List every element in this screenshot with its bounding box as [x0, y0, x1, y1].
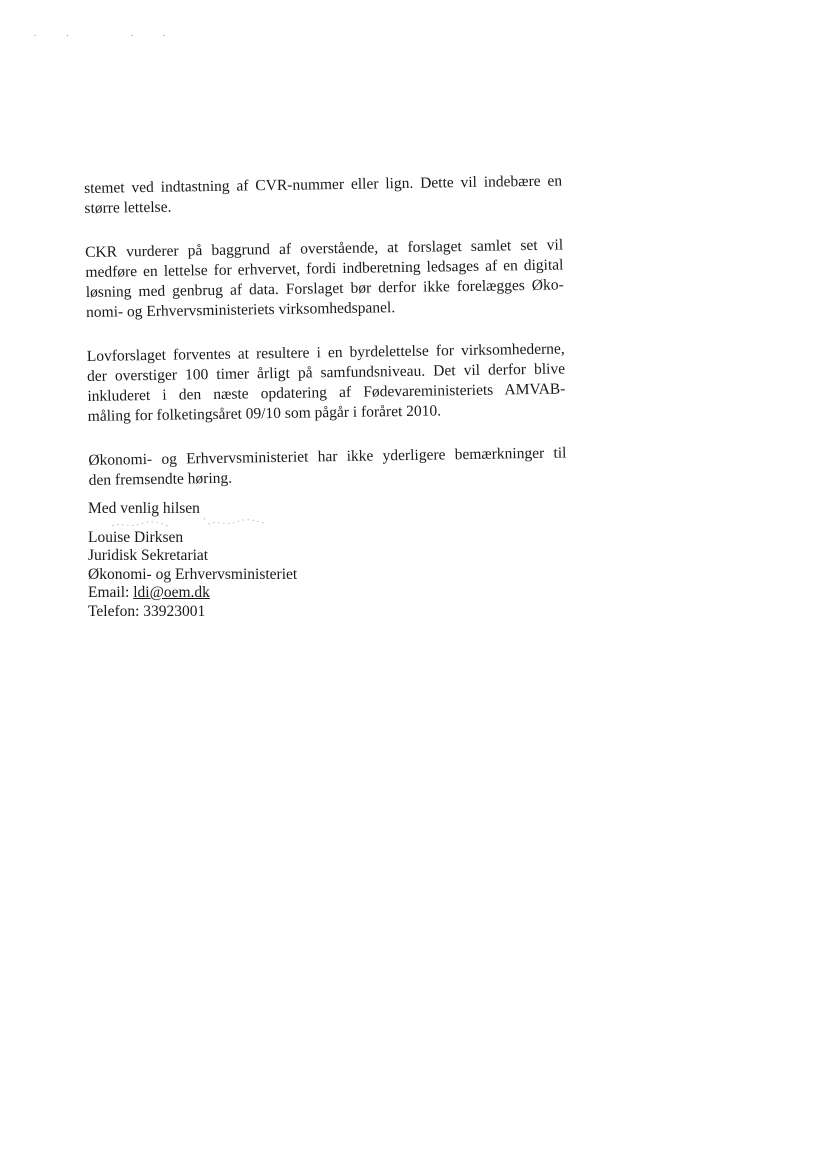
signer-department: Juridisk Sekretariat: [88, 547, 209, 564]
paragraph-line: der overstiger 100 timer årligt på samfundsniveau. Det vil derfor blive: [86, 360, 566, 385]
paragraph-2: [85, 235, 564, 322]
signer-name: Louise Dirksen: [88, 528, 184, 546]
paragraph-line: løsning med genbrug af data. Forslaget bør derfor ikke forelægges Øko-: [85, 276, 564, 301]
signature-block: [88, 500, 388, 621]
paragraph-line: inkluderet i den næste opdatering af Fødevareministeriets AMVAB-: [87, 380, 566, 405]
paragraph-line: måling for folketingsåret 09/10 som pågår i foråret 2010.: [87, 402, 442, 425]
paragraph-3: [87, 339, 566, 426]
paragraph-line: medføre en lettelse for erhvervet, fordi indberetning ledsages af en digital: [85, 256, 564, 281]
email-link[interactable]: ldi@oem.dk: [133, 584, 210, 601]
signer-phone: Telefon: 33923001: [88, 602, 206, 620]
email-label: Email:: [88, 584, 134, 601]
paragraph-line: stemet ved indtastning af CVR-nummer eller lign. Dette vil indebære en: [84, 172, 563, 197]
paragraph-1: [84, 171, 563, 219]
signer-email-row: [88, 584, 388, 603]
signer-ministry: Økonomi- og Erhvervsministeriet: [88, 565, 298, 583]
letter-body: [84, 171, 567, 514]
paragraph-line: nomi- og Erhvervsministeriets virksomhedspanel.: [85, 299, 396, 321]
paragraph-line: den fremsendte høring.: [88, 469, 233, 489]
paragraph-line: Lovforslaget forventes at resultere i en byrdelettelse for virksomhederne,: [86, 340, 565, 365]
handwritten-signature: [108, 514, 268, 532]
paragraph-line: større lettelse.: [84, 198, 172, 217]
paragraph-line: Økonomi- og Erhvervsministeriet har ikke yderligere bemærkninger til: [88, 444, 567, 469]
paragraph-line: CKR vurderer på baggrund af overstående, at forslaget samlet set vil: [85, 236, 564, 261]
closing-phrase: Med venlig hilsen: [88, 500, 200, 517]
paragraph-4: [88, 443, 567, 491]
scan-artifact: .. ..: [34, 28, 196, 38]
